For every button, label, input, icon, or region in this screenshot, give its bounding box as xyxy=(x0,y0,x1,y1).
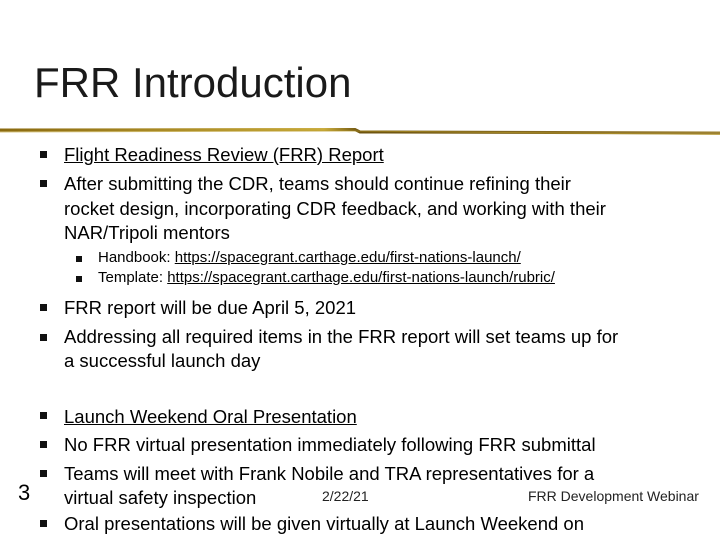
sub-bullet-marker xyxy=(76,276,82,282)
template-label: Template: xyxy=(98,269,168,286)
bullet-marker xyxy=(40,412,47,419)
footer-title: FRR Development Webinar xyxy=(528,488,699,504)
bullet-after-cdr-line1: After submitting the CDR, teams should continue refining their xyxy=(64,173,571,194)
sub-bullet-marker xyxy=(76,256,82,262)
footer-date: 2/22/21 xyxy=(322,488,369,504)
bullet-no-virtual: No FRR virtual presentation immediately following FRR submittal xyxy=(64,434,596,455)
bullet-marker xyxy=(40,441,47,448)
handbook-label: Handbook: xyxy=(98,249,175,266)
slide-number: 3 xyxy=(18,480,31,505)
sub-bullet-template xyxy=(98,269,555,287)
bullet-marker xyxy=(40,304,47,311)
bullet-frr-report: Flight Readiness Review (FRR) Report xyxy=(64,144,384,165)
bullet-oral-presentations: Oral presentations will be given virtually at Launch Weekend on xyxy=(64,513,585,534)
bullet-marker xyxy=(40,520,47,527)
bullet-due-date: FRR report will be due April 5, 2021 xyxy=(64,297,357,318)
bullet-marker xyxy=(40,334,47,341)
bullet-launch-weekend: Launch Weekend Oral Presentation xyxy=(64,406,357,427)
bullet-teams-meet-line2: virtual safety inspection xyxy=(64,487,257,508)
bullet-marker xyxy=(40,180,47,187)
bullet-marker xyxy=(40,470,47,477)
handbook-link[interactable]: https://spacegrant.carthage.edu/first-nations-launch/ xyxy=(174,249,521,266)
bullet-addressing-line2: a successful launch day xyxy=(64,350,261,371)
bullet-addressing-line1: Addressing all required items in the FRR report will set teams up for xyxy=(64,326,619,347)
bullet-after-cdr-line2: rocket design, incorporating CDR feedback, and working with their xyxy=(64,198,606,219)
bullet-marker xyxy=(40,151,47,158)
sub-bullet-handbook xyxy=(98,249,521,267)
bullet-after-cdr-line3: NAR/Tripoli mentors xyxy=(64,222,230,243)
template-link[interactable]: https://spacegrant.carthage.edu/first-nations-launch/rubric/ xyxy=(167,269,555,286)
slide-title: FRR Introduction xyxy=(34,59,352,106)
bullet-teams-meet-line1: Teams will meet with Frank Nobile and TRA representatives for a xyxy=(64,463,595,484)
